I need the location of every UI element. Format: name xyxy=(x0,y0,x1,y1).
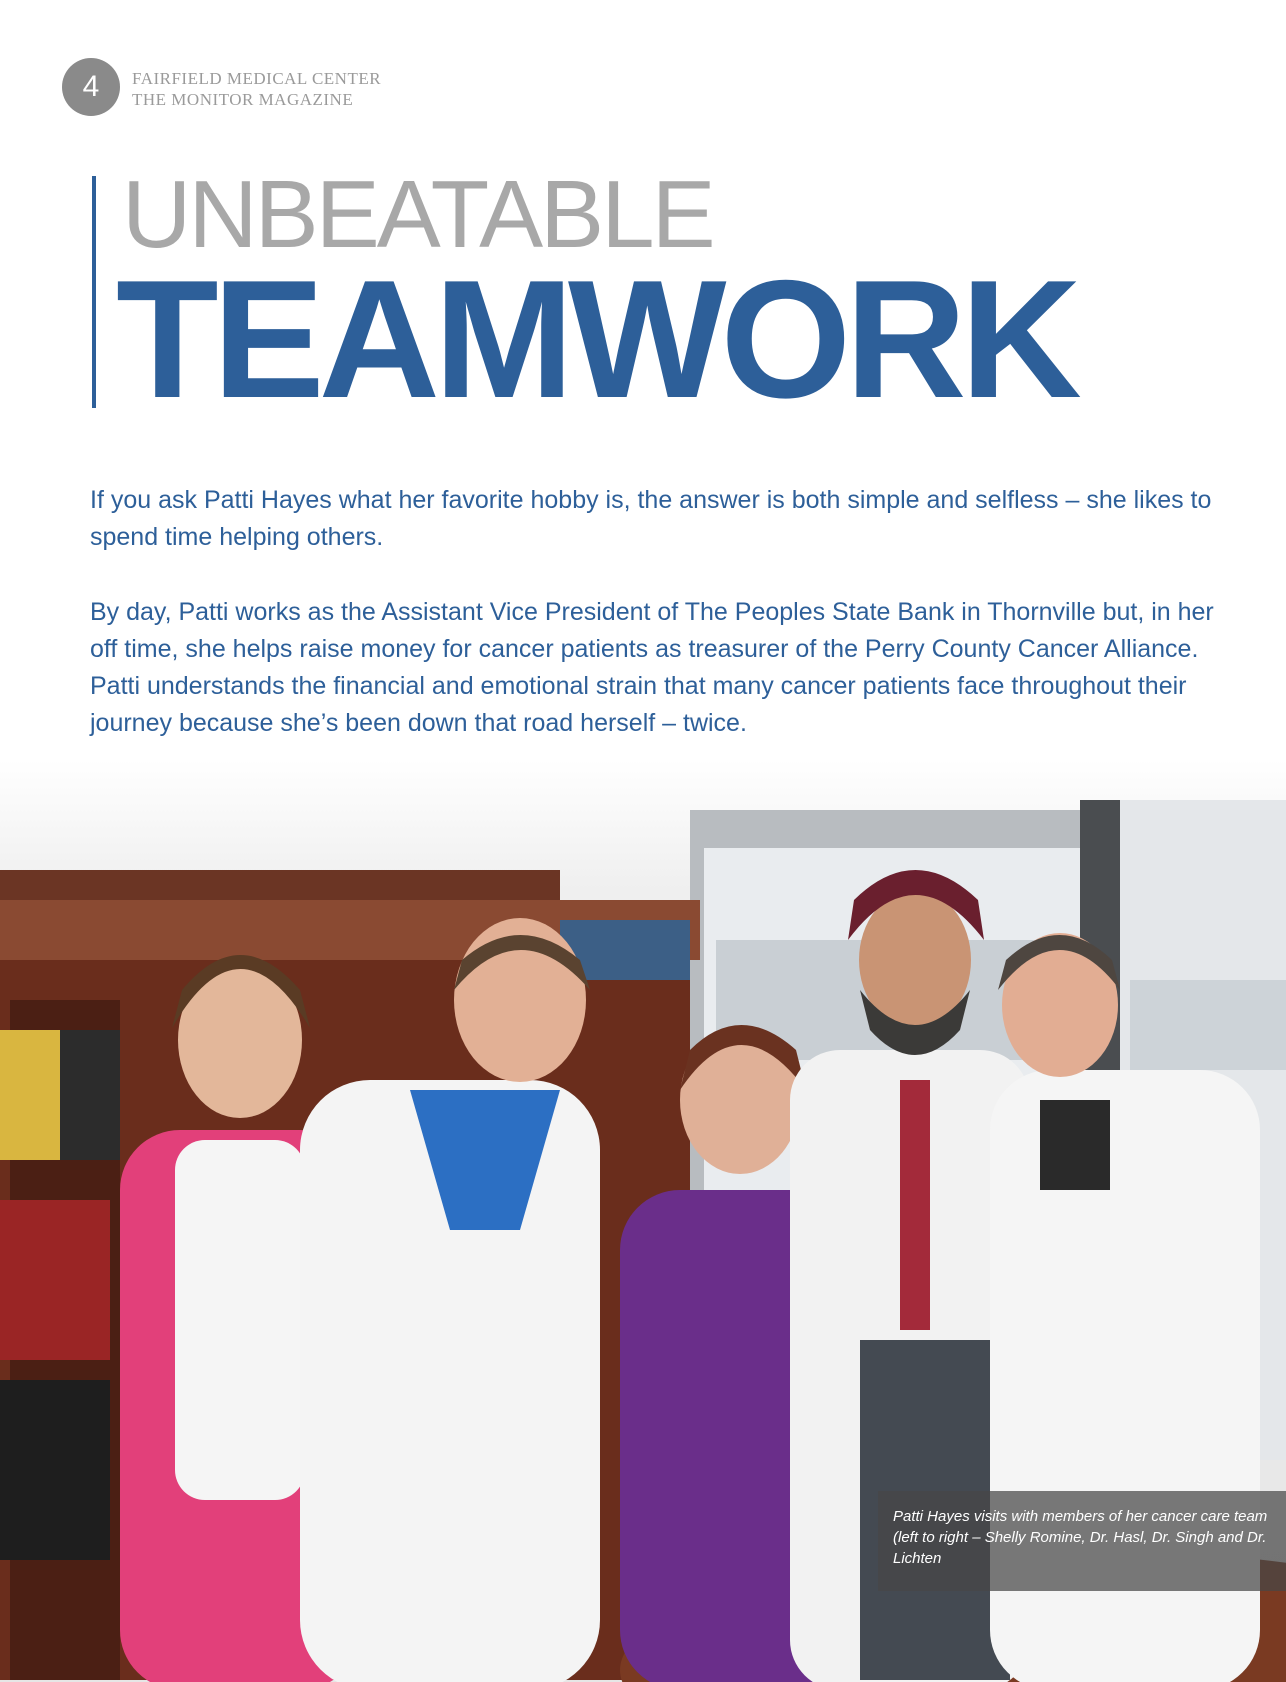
title-line-1: UNBEATABLE xyxy=(122,161,713,268)
photo-caption: Patti Hayes visits with members of her cancer care team (left to right – Shelly Romine, Dr. Hasl, Dr. Singh and Dr. Lichten xyxy=(878,1491,1286,1591)
publication-name xyxy=(132,68,381,110)
body-paragraph: By day, Patti works as the Assistant Vice President of The Peoples State Bank in Thornville but, in her off time, she helps raise money for cancer patients as treasurer of the Perry County Cancer Alliance. Patti understands the financial and emotional strain that many cancer patients face throughout their journey because she’s been down that road herself – twice. xyxy=(90,598,1214,737)
title-accent-rule xyxy=(92,176,96,408)
publisher-line-2: THE MONITOR MAGAZINE xyxy=(132,90,354,109)
page-number-badge: 4 xyxy=(62,58,120,116)
publisher-line-1: FAIRFIELD MEDICAL CENTER xyxy=(132,69,382,88)
intro-paragraph: If you ask Patti Hayes what her favorite hobby is, the answer is both simple and selfless – she likes to spend time helping others. xyxy=(90,486,1212,551)
title-line-2: TEAMWORK xyxy=(116,245,1076,433)
